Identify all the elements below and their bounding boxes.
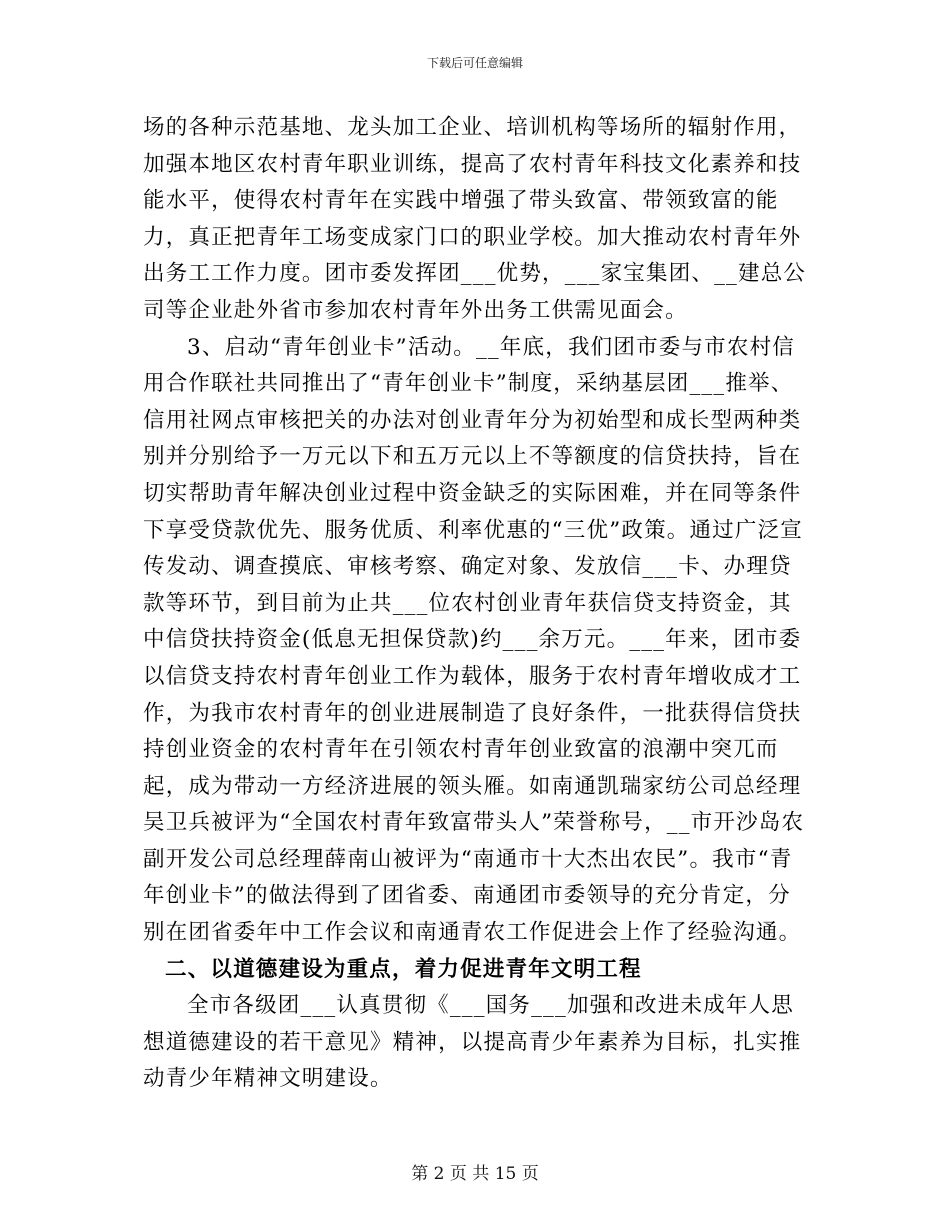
paragraph-continuation: 场的各种示范基地、龙头加工企业、培训机构等场所的辐射作用，加强本地区农村青年职业训练，提高了农村青年科技文化素养和技能水平，使得农村青年在实践中增强了带头致富、带领致富的能力，真正把青年工场变成家门口的职业学校。加大推动农村青年外出务工工作力度。团市委发挥团___优势，___家宝集团、__建总公司等企业赴外省市参加农村青年外出务工供需见面会。 [143,115,807,323]
paragraph-moral-construction: 全市各级团___认真贯彻《___国务___加强和改进未成年人思想道德建设的若干意见》精神，以提高青少年素养为目标，扎实推动青少年精神文明建设。 [143,993,802,1092]
page-footer: 第 2 页 共 15 页 [411,1164,539,1184]
document-body [143,110,807,1098]
page-header: 下载后可任意编辑 [426,56,523,70]
section-heading: 二、以道德建设为重点，着力促进青年文明工程 [165,956,642,982]
paragraph-youth-startup-card: 3、启动“青年创业卡”活动。__年底，我们团市委与市农村信用合作联社共同推出了“青年创业卡”制度，采纳基层团___推举、信用社网点审核把关的办法对创业青年分为初始型和成长型两种类别并分别给予一万元以下和五万元以上不等额度的信贷扶持，旨在切实帮助青年解决创业过程中资金缺乏的实际困难，并在同等条件下享受贷款优先、服务优质、利率优惠的“三优”政策。通过广泛宣传发动、调查摸底、审核考察、确定对象、发放信___卡、办理贷款等环节，到目前为止共___位农村创业青年获信贷支持资金，其中信贷扶持资金(低息无担保贷款)约___余万元。___年来，团市委以信贷支持农村青年创业工作为载体，服务于农村青年增收成才工作，为我市农村青年的创业进展制造了良好条件，一批获得信贷扶持创业资金的农村青年在引领农村青年创业致富的浪潮中突兀而起，成为带动一方经济进展的领头雁。如南通凯瑞家纺公司总经理吴卫兵被评为“全国农村青年致富带头人”荣誉称号，__市开沙岛农副开发公司总经理薛南山被评为“南通市十大杰出农民”。我市“青年创业卡”的做法得到了团省委、南通团市委领导的充分肯定，分别在团省委年中工作会议和南通青农工作促进会上作了经验沟通。 [143,334,805,946]
